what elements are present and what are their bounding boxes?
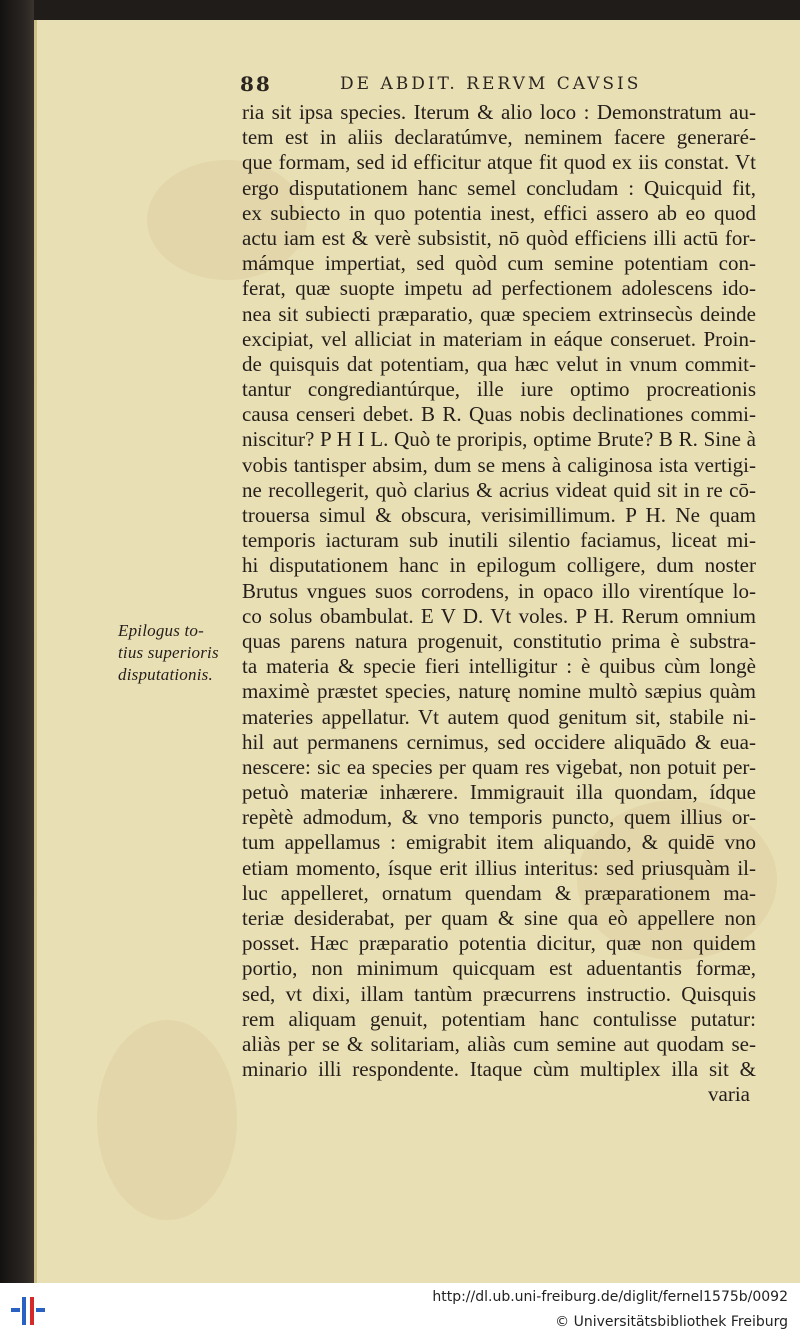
text-line: aliàs per se & solitariam, aliàs cum semine aut quodam se- [242, 1031, 756, 1056]
text-line: sed, vt dixi, illam tantùm præcurrens instructio. Quisquis [242, 981, 756, 1006]
document-url-link[interactable]: http://dl.ub.uni-freiburg.de/diglit/fernel1575b/0092 [432, 1289, 788, 1305]
text-line: nescere: sic ea species per quam res vigebat, non potuit per- [242, 754, 756, 779]
text-line: ex subiecto in quo potentia inest, effici assero ab eo quod [242, 200, 756, 225]
text-line: de quisquis dat potentiam, qua hæc velut in vnum commit- [242, 351, 756, 376]
text-line: excipiat, vel alliciat in materiam in eáque conseruet. Proin- [242, 326, 756, 351]
text-line: tum appellamus : emigrabit item aliquando, & quidē vno [242, 830, 756, 855]
text-line: vobis tantisper absim, dum se mens à caliginosa ista vertigi- [242, 452, 756, 477]
text-line: tem est in aliis declaratúmve, neminem facere generaré- [242, 125, 756, 150]
running-title: DE ABDIT. RERVM CAVSIS [340, 74, 642, 94]
catchword: varia [708, 1082, 750, 1107]
text-line: niscitur? P H I L. Quò te proripis, optime Brute? B R. Sine à [242, 427, 756, 452]
running-head [240, 72, 760, 102]
text-line: tantur congrediantúrque, ille iure optimo procreationis [242, 377, 756, 402]
text-line: repètè admodum, & vno temporis puncto, quem illius or- [242, 805, 756, 830]
text-line: minario illi respondente. Itaque cùm multiplex illa sit & [242, 1057, 756, 1082]
margin-note-line: tius superioris [118, 643, 219, 662]
text-line: quas parens natura progenuit, constitutio prima è substra- [242, 628, 756, 653]
text-line: mámque impertiat, sed quòd cum semine potentiam con- [242, 251, 756, 276]
text-line: Brutus vngues suos corrodens, in opaco illo virentíque lo- [242, 578, 756, 603]
text-line: actu iam est & verè subsistit, nō quòd efficiens illi actū for- [242, 225, 756, 250]
text-line: temporis iacturam sub inutili silentio faciamus, liceat mi- [242, 528, 756, 553]
text-line: que formam, sed id efficitur atque fit quod ex iis constat. Vt [242, 150, 756, 175]
text-line: trouersa simul & obscura, verisimillimum. P H. Ne quam [242, 503, 756, 527]
text-line: ria sit ipsa species. Iterum & alio loco : Demonstratum au- [242, 100, 756, 124]
text-line: hi disputationem hanc in epilogum colligere, dum noster [242, 553, 756, 578]
text-line: ergo disputationem hanc semel concludam : Quicquid fit, [242, 175, 756, 200]
body-text [242, 100, 756, 1108]
margin-note [118, 620, 240, 686]
viewer-footer [0, 1283, 800, 1339]
book-spine-edge [0, 0, 34, 1283]
university-logo-icon [10, 1291, 46, 1331]
text-line: causa censeri debet. B R. Quas nobis declinationes commi- [242, 402, 756, 427]
text-line: posset. Hæc præparatio potentia dicitur, quæ non quidem [242, 931, 756, 956]
margin-note-line: disputationis. [118, 665, 213, 684]
text-line: portio, non minimum quicquam est aduentantis formæ, [242, 956, 756, 981]
text-line: ferat, quæ suopte impetu ad perfectionem adolescens ido- [242, 276, 756, 301]
margin-note-line: Epilogus to- [118, 621, 204, 640]
text-line: petuò materiæ inhærere. Immigrauit illa quondam, ídque [242, 780, 756, 805]
text-line: nea sit subiecti præparatio, quæ speciem extrinsecùs deinde [242, 301, 756, 326]
copyright-notice: © Universitätsbibliothek Freiburg [555, 1314, 788, 1330]
text-line: materies appellatur. Vt autem quod genitum sit, stabile ni- [242, 704, 756, 729]
text-line: hil aut permanens cernimus, sed occidere aliquādo & eua- [242, 729, 756, 754]
text-line: rem aliquam genuit, potentiam hanc contulisse putatur: [242, 1006, 756, 1031]
text-line: etiam momento, ísque erit illius interitus: sed priusquàm il- [242, 855, 756, 880]
text-line: ne recollegerit, quò clarius & acrius videat quid sit in re cō- [242, 477, 756, 502]
text-line: ta materia & specie fieri intelligitur : è quibus cùm longè [242, 654, 756, 679]
text-line: luc appelleret, ornatum quendam & præparationem ma- [242, 880, 756, 905]
page-number: 88 [240, 72, 272, 96]
text-line: maximè præstet species, naturę nomine multò sæpius quàm [242, 679, 756, 704]
text-line: co solus obambulat. E V D. Vt voles. P H. Rerum omnium [242, 603, 756, 628]
text-line: teriæ desiderabat, per quam & sine qua eò appellere non [242, 906, 756, 930]
paper-stain [97, 1020, 237, 1220]
